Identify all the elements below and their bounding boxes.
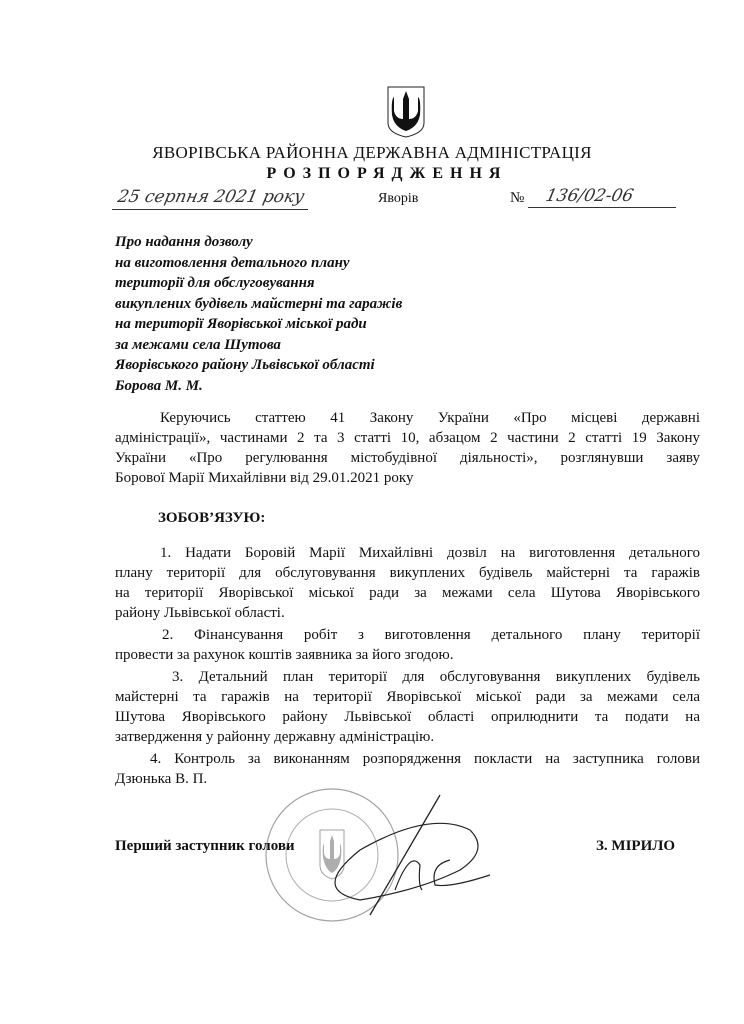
preamble-paragraph <box>115 408 700 488</box>
number-label: № <box>510 190 525 206</box>
signatory-position: Перший заступник голови <box>115 838 295 854</box>
preamble-line: адміністрації», частинами 2 та 3 статті 10, абзацом 2 частини 2 статті 19 Закону <box>115 430 700 446</box>
subject-line: за межами села Шутова <box>115 336 281 353</box>
subject-block <box>115 232 402 396</box>
organization-title: ЯВОРІВСЬКА РАЙОННА ДЕРЖАВНА АДМІНІСТРАЦІЯ <box>152 143 592 162</box>
preamble-line: України «Про регулювання містобудівної діяльності», розглянувши заяву <box>115 450 700 466</box>
list-item <box>115 667 700 747</box>
subject-line: Про надання дозволу <box>115 234 253 250</box>
number-underline <box>528 207 676 208</box>
preamble-line: Керуючись статтею 41 Закону України «Про місцеві державні <box>160 410 700 426</box>
item-line: Шутова Яворівського району Львівської області оприлюднити та подати на <box>115 709 700 725</box>
number-handwritten: 136/02-06 <box>543 186 636 206</box>
resolve-heading: ЗОБОВ’ЯЗУЮ: <box>158 510 266 526</box>
list-item <box>115 543 700 623</box>
item-line: 2. Фінансування робіт з виготовлення детального плану території <box>162 627 700 643</box>
item-line: Дзюнька В. П. <box>115 771 208 787</box>
list-item <box>115 749 700 789</box>
item-line: 3. Детальний план території для обслуговування викуплених будівель <box>172 669 700 685</box>
subject-line: викуплених будівель майстерні та гаражів <box>115 295 403 312</box>
item-line: затвердження у районну державну адміністрацію. <box>115 729 435 745</box>
subject-line: території для обслуговування <box>115 275 315 291</box>
item-line: на території Яворівської міської ради за межами села Шутова Яворівського <box>115 585 700 601</box>
subject-line: Борова М. М. <box>115 377 203 394</box>
item-line: провести за рахунок коштів заявника за його згодою. <box>115 647 454 663</box>
item-line: 4. Контроль за виконанням розпорядження покласти на заступника голови <box>150 751 700 767</box>
handwritten-signature <box>300 790 520 920</box>
item-line: району Львівської області. <box>115 605 285 621</box>
coat-of-arms-icon <box>386 85 426 139</box>
subject-line: на території Яворівської міської ради <box>115 316 367 332</box>
items-list <box>115 543 700 791</box>
place: Яворів <box>378 191 419 206</box>
subject-line: на виготовлення детального плану <box>115 254 350 271</box>
subject-line: Яворівського району Львівської області <box>115 357 375 373</box>
signatory-name: З. МІРИЛО <box>596 838 676 854</box>
date-underline <box>112 209 308 210</box>
list-item <box>115 625 700 665</box>
item-line: плану території для обслуговування викуплених будівель майстерні та гаражів <box>115 565 700 581</box>
preamble-line: Борової Марії Михайлівни від 29.01.2021 року <box>115 470 414 486</box>
item-line: 1. Надати Боровій Марії Михайлівні дозвіл на виготовлення детального <box>160 545 700 561</box>
date-handwritten: 25 серпня 2021 року <box>115 187 307 207</box>
document-type: РОЗПОРЯДЖЕННЯ <box>266 165 508 182</box>
item-line: майстерні та гаражів на території Яворівської міської ради за межами села <box>115 689 700 705</box>
